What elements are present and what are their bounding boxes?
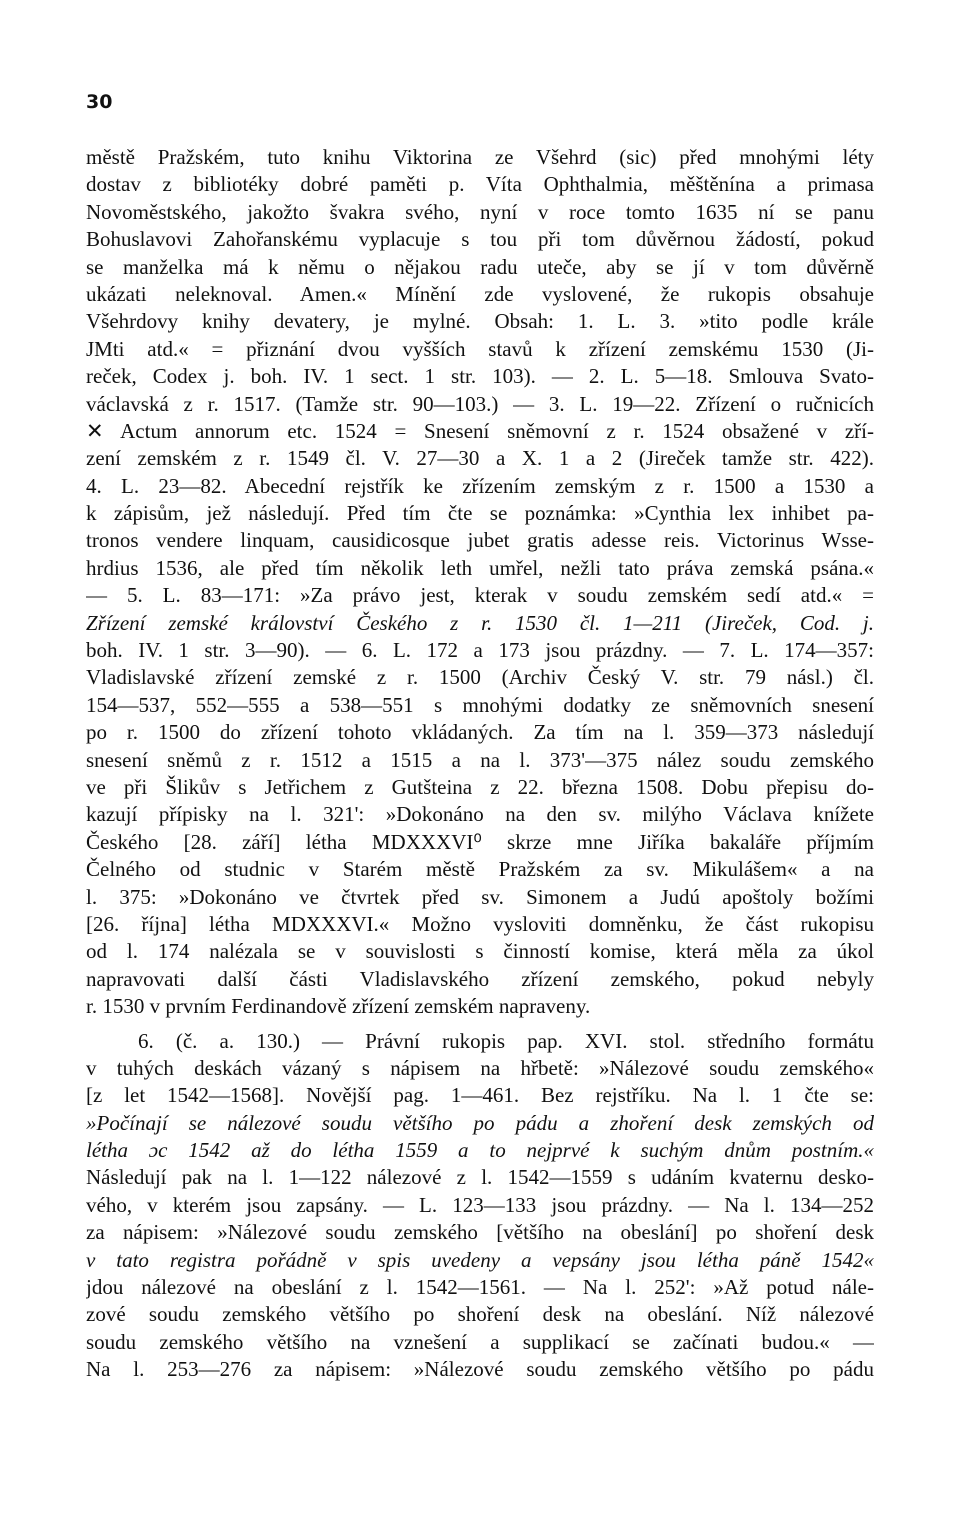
text-line: václavská z r. 1517. (Tamže str. 90—103.) — 3. L. 19—22. Zřízení o ručnicích (86, 391, 874, 416)
text-line: r. 1530 v prvním Ferdinandově zřízení zemském napraveny. (86, 994, 591, 1019)
text-line: po r. 1500 do zřízení tohoto vkládaných. Za tím na l. 359—373 následují (86, 720, 874, 745)
text-line: [z let 1542—1568]. Novější pag. 1—461. Bez rejstříku. Na l. 1 čte se: (86, 1083, 874, 1108)
paragraph-continuation (86, 144, 874, 1021)
text-line: ve při Šlikův s Jetřichem z Gutšteina z 22. března 1508. Dobu přepisu do- (86, 774, 874, 799)
text-line: hrdius 1536, ale před tím několik leth umřel, nežli tato práva zemská psána.« (86, 555, 874, 580)
paragraph-manuscript-6 (86, 1028, 874, 1384)
text-line: zení zemském z r. 1549 čl. V. 27—30 a X. 1 a 2 (Jireček tamže str. 422). (86, 446, 874, 471)
text-line: napravovati další části Vladislavského zřízení zemského, pokud nebyly (86, 966, 874, 991)
text-line: ukázati neleknoval. Amen.« Mínění zde vyslovené, že rukopis obsahuje (86, 281, 874, 306)
text-line: jdou nálezové na obeslání z l. 1542—1561. — Na l. 252': »Až potud nále- (86, 1275, 874, 1300)
text-line: vého, v kterém jsou zapsány. — L. 123—133 jsou prázdny. — Na l. 134—252 (86, 1192, 874, 1217)
text-line: JMti atd.« = přiznání dvou vyšších stavů k zřízení zemskému 1530 (Ji- (86, 336, 874, 361)
text-line: k zápisům, jež následují. Před tím čte se poznámka: »Cynthia lex inhibet pa- (86, 501, 874, 526)
text-line: Na l. 253—276 za nápisem: »Nálezové soudu zemského většího po pádu (86, 1357, 874, 1382)
text-line: snesení sněmů z r. 1512 a 1515 a na l. 373'—375 nález soudu zemského (86, 747, 874, 772)
text-line: — 5. L. 83—171: »Za právo jest, kterak v soudu zemském sedí atd.« = (86, 583, 874, 608)
text-line: Českého [28. září] létha MDXXXVI⁰ skrze mne Jiříka bakaláře příjmím (86, 829, 874, 854)
page-number: 30 (86, 91, 113, 113)
text-line: kazují přípisky na l. 321': »Dokonáno na den sv. milýho Václava knížete (86, 802, 874, 827)
text-line: boh. IV. 1 str. 3—90). — 6. L. 172 a 173 jsou prázdny. — 7. L. 174—357: (86, 638, 874, 663)
text-line: »Počínají se nálezové soudu většího po pádu a zhoření desk zemských od (86, 1110, 874, 1135)
text-line: l. 375: »Dokonáno ve čtvrtek před sv. Simonem a Judú apoštoly božími (86, 884, 874, 909)
text-line: reček, Codex j. boh. IV. 1 sect. 1 str. 103). — 2. L. 5—18. Smlouva Svato- (86, 364, 874, 389)
text-line: v tato registra pořádně v spis uvedeny a vepsány jsou létha páně 1542« (86, 1247, 874, 1272)
text-line: za nápisem: »Nálezové soudu zemského [většího na obeslání] po shoření desk (86, 1220, 874, 1245)
text-line: se manželka má k němu o nějakou radu uteče, aby se jí v tom důvěrně (86, 254, 874, 279)
text-line: městě Pražském, tuto knihu Viktorina ze Všehrd (sic) před mnohými léty (86, 145, 874, 169)
text-line: 4. L. 23—82. Abecední rejstřík ke zřízením zemským z r. 1500 a 1530 a (86, 473, 874, 498)
text-line: [26. října] létha MDXXXVI.« Možno vysloviti domněnku, že část rukopisu (86, 911, 874, 936)
text-line: dostav z bibliotéky dobré paměti p. Víta Ophthalmia, měštěnína a primasa (86, 172, 874, 197)
text-line: Novoměstského, jakožto švakra svého, nyní v roce tomto 1635 ní se panu (86, 199, 874, 224)
text-line: 154—537, 552—555 a 538—551 s mnohými dodatky ze sněmovních snesení (86, 692, 874, 717)
body-text (86, 144, 874, 1384)
text-line: Čelného od studnic v Starém městě Pražském za sv. Mikulášem« a na (86, 857, 874, 882)
text-line: ✕ Actum annorum etc. 1524 = Snesení sněmovní z r. 1524 obsažené v zří- (86, 418, 874, 443)
text-line: Všehrdovy knihy devatery, je mylné. Obsah: 1. L. 3. »tito podle krále (86, 309, 874, 334)
text-line: soudu zemského většího na vznešení a supplikací se začínati budou.« — (86, 1329, 874, 1354)
text-line: Následují pak na l. 1—122 nálezové z l. 1542—1559 s udáním kvaternu desko- (86, 1165, 874, 1190)
text-line: Zřízení zemské království Českého z r. 1530 čl. 1—211 (Jireček, Cod. j. (86, 610, 874, 635)
text-line: Bohuslavovi Zahořanskému vyplacuje s tou při tom důvěrnou žádostí, pokud (86, 227, 874, 252)
text-line: od l. 174 nalézala se v souvislosti s činností komise, která měla za úkol (86, 939, 874, 964)
text-line: zové soudu zemského většího po shoření desk na obeslání. Níž nálezové (86, 1302, 874, 1327)
text-line: Vladislavské zřízení zemské z r. 1500 (Archiv Český V. str. 79 násl.) čl. (86, 665, 874, 690)
text-line: létha ɔc 1542 až do létha 1559 a to nejprvé k suchým dnům postním.« (86, 1138, 874, 1163)
text-line: v tuhých deskách vázaný s nápisem na hřbetě: »Nálezové soudu zemského« (86, 1055, 874, 1080)
text-line: 6. (č. a. 130.) — Právní rukopis pap. XVI. stol. středního formátu (138, 1028, 874, 1053)
text-line: tronos vendere linquam, causidicosque jubet gratis adesse reis. Victorinus Wsse- (86, 528, 874, 553)
